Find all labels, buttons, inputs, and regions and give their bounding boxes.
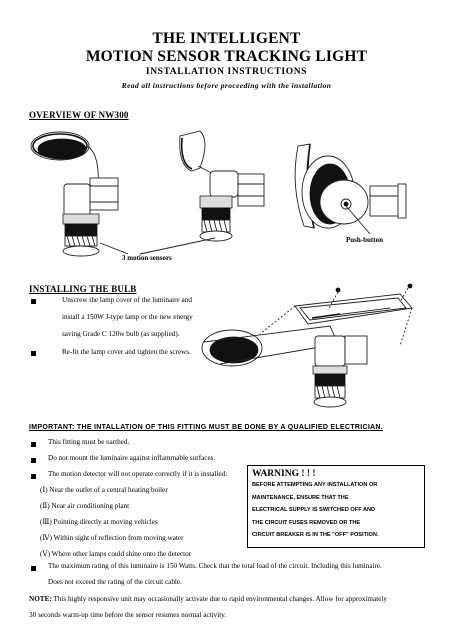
note-line-2: 30 seconds warm-up time before the sensor resumes normal activity. xyxy=(29,611,227,619)
rear-view-illustration xyxy=(290,126,420,241)
warning-line: CIRCUIT BREAKER IS IN THE "OFF" POSITION. xyxy=(252,532,379,539)
condition-1: (Ⅰ) Near the outlet of a central heating boiler xyxy=(40,486,168,494)
bullet-icon xyxy=(31,566,36,571)
subtitle: INSTALLATION INSTRUCTIONS xyxy=(145,67,308,77)
installing-bulb-heading: INSTALLING THE BULB xyxy=(29,284,137,294)
warning-line: BEFORE ATTEMPTING ANY INSTALLATION OR xyxy=(252,482,378,488)
warning-line: THE CIRCUIT FUSES REMOVED OR THE xyxy=(252,519,361,526)
bullet-icon xyxy=(31,351,36,356)
bulb-step-1-line: saving Grade C 120w bulb (as supplied). xyxy=(62,330,180,338)
warning-line: MAINTENANCE, ENSURE THAT THE xyxy=(252,494,349,501)
note-line-1 xyxy=(29,594,387,605)
bulb-step-2: Re-fit the lamp cover and tighten the screws. xyxy=(62,348,191,356)
important-item-2: Do not mount the luminaire against inflammable surfaces. xyxy=(48,454,216,462)
bulb-step-1-line: install a 150W J-type lamp or the new energy xyxy=(62,313,193,321)
condition-3: (Ⅲ) Pointing directly at moving vehicles xyxy=(40,518,158,526)
bullet-icon xyxy=(31,442,36,447)
warning-title: WARNING ! ! ! xyxy=(252,469,316,479)
bulb-installation-diagram xyxy=(200,286,430,411)
condition-5: (Ⅴ) Where other lamps could shine onto the detector xyxy=(40,550,192,558)
bulb-step-1-line: Unscrew the lamp cover of the luminaire and xyxy=(62,296,192,304)
bullet-icon xyxy=(31,299,36,304)
side-view-illustration xyxy=(170,126,280,261)
important-item-1: This fitting must be earthed. xyxy=(48,438,130,446)
note-label: NOTE: xyxy=(29,595,52,603)
title-line-1: THE INTELLIGENT xyxy=(152,30,301,47)
bullet-icon xyxy=(31,474,36,479)
title-line-2: MOTION SENSOR TRACKING LIGHT xyxy=(85,48,368,65)
bulb-step-1 xyxy=(62,295,193,340)
max-rating-line-1: The maximum rating of this luminaire is 150 Watts. Check that the total load of the circuit. Including this luminaire. xyxy=(48,562,382,570)
warning-box xyxy=(247,465,425,548)
condition-4: (Ⅳ) Within sight of reflection from moving water xyxy=(40,534,184,542)
important-item-3: The motion detector will not operate correctly if it is installed: xyxy=(48,470,228,478)
condition-2: (Ⅱ) Near air conditioning plant xyxy=(40,502,130,510)
motion-sensors-label: 3 motion sensors xyxy=(122,254,172,262)
warning-line: ELECTRICAL SUPPLY IS SWITCHED OFF AND xyxy=(252,507,376,514)
push-button-label: Push-button xyxy=(346,236,383,244)
max-rating-line-2: Does not exceed the rating of the circuit cable. xyxy=(48,578,182,586)
bullet-icon xyxy=(31,458,36,463)
overview-heading: OVERVIEW OF NW300 xyxy=(29,110,129,120)
important-heading: IMPORTANT: THE INTALLATION OF THIS FITTING MUST BE DONE BY A QUALIFIED ELECTRICIAN. xyxy=(29,424,384,431)
note-text: This highly responsive unit may occasionally activate due to rapid environmental changes. Allow for approximately xyxy=(51,595,387,603)
front-view-illustration xyxy=(30,126,150,266)
read-instructions-note: Read all instructions before proceeding with the installation xyxy=(121,81,332,90)
